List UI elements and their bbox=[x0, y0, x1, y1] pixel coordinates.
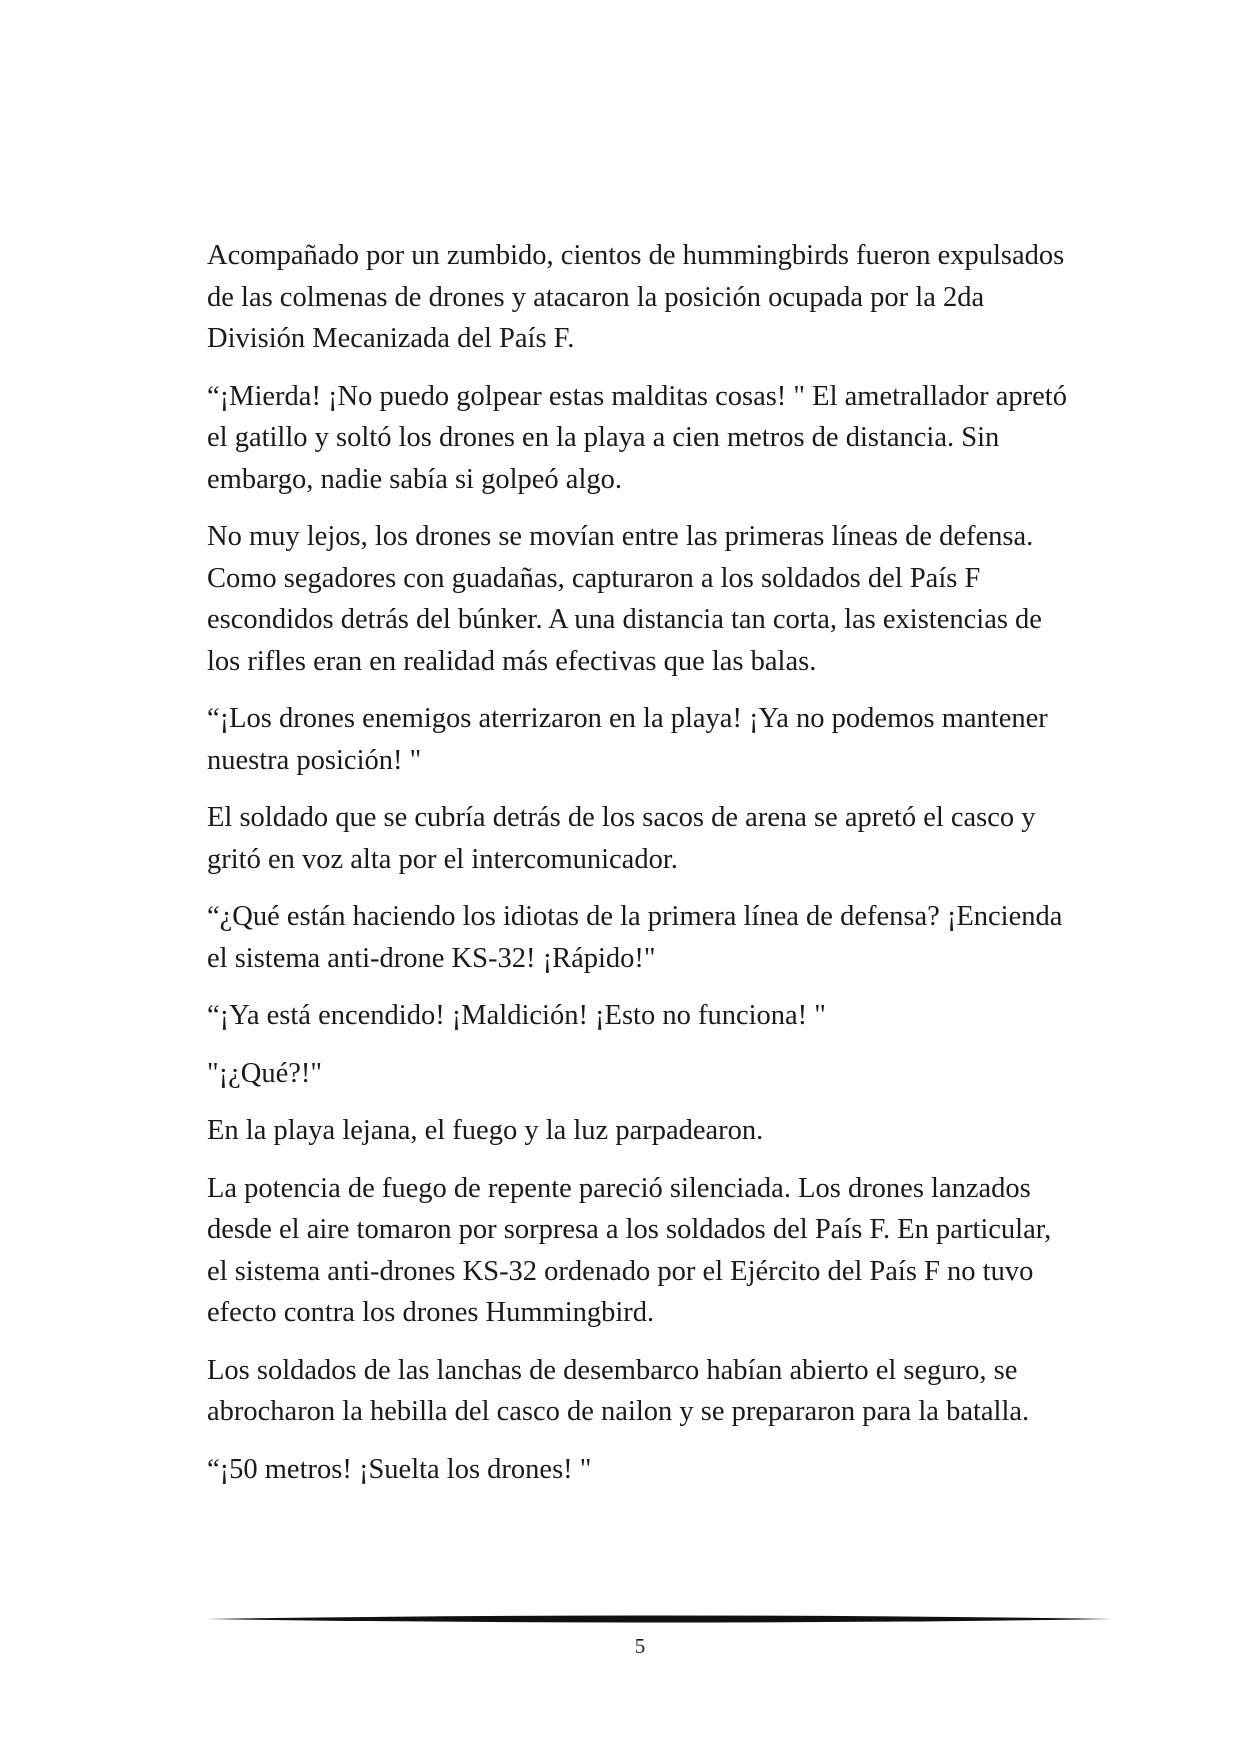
paragraph: "¡¿Qué?!" bbox=[207, 1057, 323, 1089]
paragraph: Los soldados de las lanchas de desembarco habían abierto el seguro, se abrocharon la hebilla del casco de nailon y se prepararon para la batalla. bbox=[207, 1354, 1030, 1427]
paragraph: El soldado que se cubría detrás de los sacos de arena se apretó el casco y gritó en voz alta por el intercomunicador. bbox=[207, 802, 1036, 875]
paragraph: Acompañado por un zumbido, cientos de hummingbirds fueron expulsados de las colmenas de drones y atacaron la posición ocupada por la 2da División Mecanizada del País F. bbox=[207, 240, 1065, 354]
paragraph: En la playa lejana, el fuego y la luz parpadearon. bbox=[207, 1115, 764, 1146]
paragraph: “¡Mierda! ¡No puedo golpear estas malditas cosas! " El ametrallador apretó el gatillo y soltó los drones en la playa a cien metros de distancia. Sin embargo, nadie sabía si golpeó algo. bbox=[207, 380, 1067, 495]
paragraph: “¡Los drones enemigos aterrizaron en la playa! ¡Ya no podemos mantener nuestra posición! " bbox=[207, 703, 1048, 776]
body-text bbox=[207, 235, 1077, 1506]
paragraph: No muy lejos, los drones se movían entre las primeras líneas de defensa. Como segadores con guadañas, capturaron a los soldados del País F escondidos detrás del búnker. A una distancia tan corta, las existencias de los rifles eran en realidad más efectivas que las balas. bbox=[207, 521, 1042, 677]
paragraph: “¿Qué están haciendo los idiotas de la primera línea de defensa? ¡Encienda el sistema anti-drone KS-32! ¡Rápido!" bbox=[207, 901, 1063, 974]
footer-rule bbox=[207, 1612, 1112, 1626]
paragraph: “¡Ya está encendido! ¡Maldición! ¡Esto no funciona! " bbox=[207, 1000, 826, 1031]
paragraph: “¡50 metros! ¡Suelta los drones! " bbox=[207, 1453, 592, 1485]
paragraph: La potencia de fuego de repente pareció silenciada. Los drones lanzados desde el aire tomaron por sorpresa a los soldados del País F. En particular, el sistema anti-drones KS-32 ordenado por el Ejército del País F no tuvo efecto contra los drones Hummingbird. bbox=[207, 1172, 1052, 1328]
page-number: 5 bbox=[634, 1634, 646, 1658]
